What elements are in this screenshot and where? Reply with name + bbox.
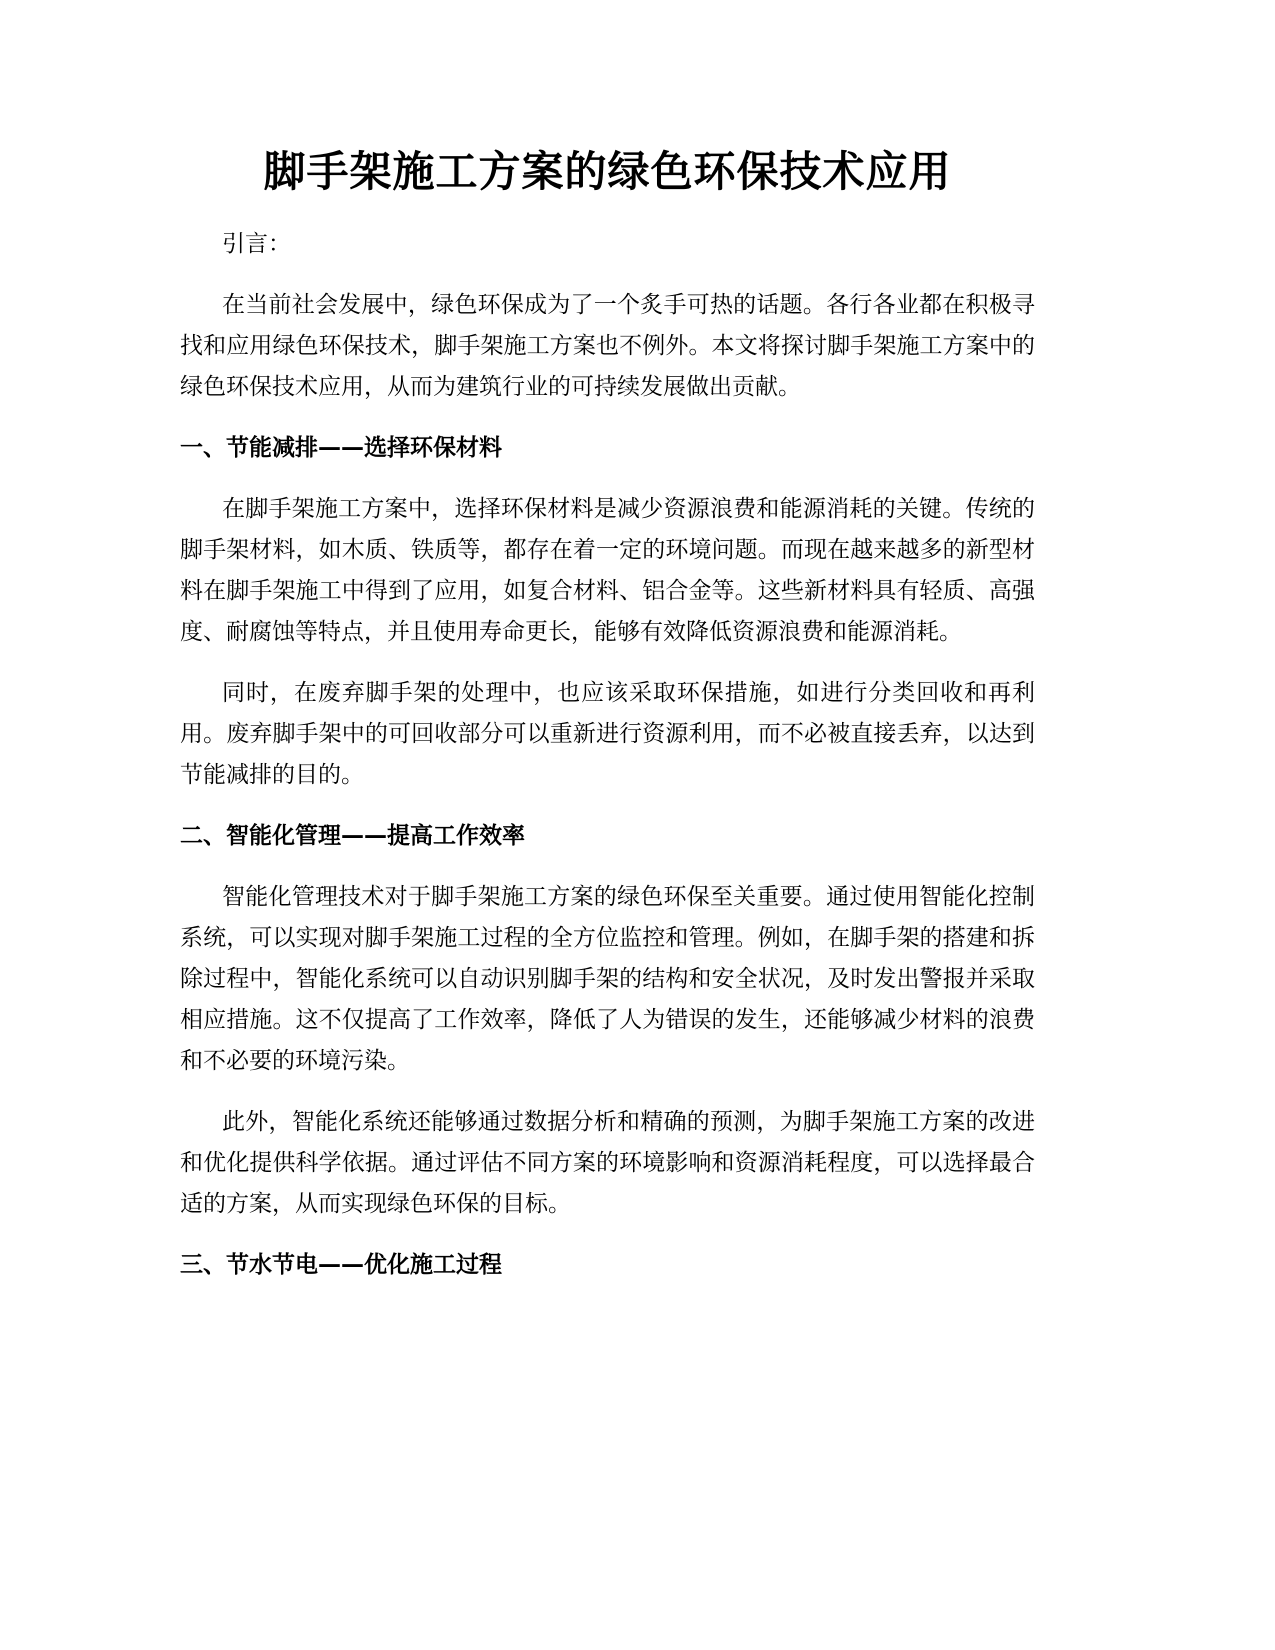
section-3-heading: 三、节水节电——优化施工过程 bbox=[180, 1252, 502, 1278]
document-page bbox=[180, 140, 1035, 1306]
section-1-paragraph-1: 在脚手架施工方案中，选择环保材料是减少资源浪费和能源消耗的关键。传统的脚手架材料，如木质、铁质等，都存在着一定的环境问题。而现在越来越多的新型材料在脚手架施工中得到了应用，如复合材料、铝合金等。这些新材料具有轻质、高强度、耐腐蚀等特点，并且使用寿命更长，能够有效降低资源浪费和能源消耗。 bbox=[180, 496, 1035, 645]
section-1-heading: 一、节能减排——选择环保材料 bbox=[180, 435, 502, 461]
intro-label: 引言： bbox=[222, 231, 291, 257]
section-2-paragraph-1: 智能化管理技术对于脚手架施工方案的绿色环保至关重要。通过使用智能化控制系统，可以实现对脚手架施工过程的全方位监控和管理。例如，在脚手架的搭建和拆除过程中，智能化系统可以自动识别脚手架的结构和安全状况，及时发出警报并采取相应措施。这不仅提高了工作效率，降低了人为错误的发生，还能够减少材料的浪费和不必要的环境污染。 bbox=[180, 884, 1035, 1074]
intro-paragraph: 在当前社会发展中，绿色环保成为了一个炙手可热的话题。各行各业都在积极寻找和应用绿色环保技术，脚手架施工方案也不例外。本文将探讨脚手架施工方案中的绿色环保技术应用，从而为建筑行业的可持续发展做出贡献。 bbox=[180, 292, 1035, 400]
document-title: 脚手架施工方案的绿色环保技术应用 bbox=[263, 147, 952, 196]
section-2-paragraph-2: 此外，智能化系统还能够通过数据分析和精确的预测，为脚手架施工方案的改进和优化提供科学依据。通过评估不同方案的环境影响和资源消耗程度，可以选择最合适的方案，从而实现绿色环保的目标。 bbox=[180, 1109, 1035, 1217]
section-2-heading: 二、智能化管理——提高工作效率 bbox=[180, 823, 525, 849]
section-1-paragraph-2: 同时，在废弃脚手架的处理中，也应该采取环保措施，如进行分类回收和再利用。废弃脚手架中的可回收部分可以重新进行资源利用，而不必被直接丢弃，以达到节能减排的目的。 bbox=[180, 680, 1035, 788]
